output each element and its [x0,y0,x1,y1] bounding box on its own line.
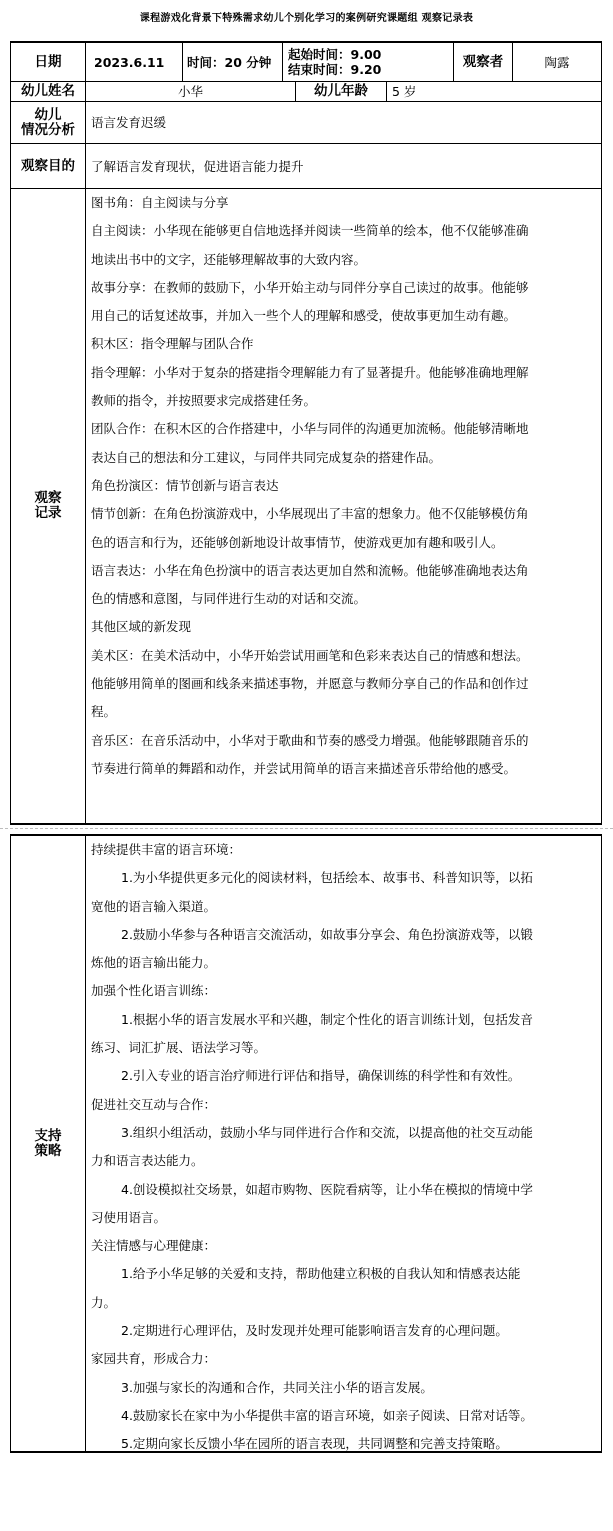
strategy-label-line: 策略 [34,1142,62,1159]
observer-label: 观察者 [462,53,504,70]
start-time: 起始时间：9.00 [288,47,382,62]
strategy-line: 持续提供丰富的语言环境： [91,842,242,857]
strategy-line: 促进社交互动与合作： [91,1096,217,1112]
strategy-label-line: 支持 [34,1127,62,1144]
strategy-line: 3.组织小组活动，鼓励小华与同伴进行合作和交流，以提高他的社交互动能 [121,1124,533,1140]
strategy-line: 习使用语言。 [91,1209,167,1225]
record-line: 用自己的话复述故事，并加入一些个人的理解和感受，使故事更加生动有趣。 [91,308,517,324]
strategy-line: 2.定期进行心理评估，及时发现并处理可能影响语言发育的心理问题。 [121,1323,508,1339]
record-line: 积木区：指令理解与团队合作 [91,336,254,352]
duration: 时间：20 分钟 [187,54,272,70]
child-age-label: 幼儿年龄 [314,83,368,99]
record-line: 程。 [91,704,117,720]
strategy-line: 力。 [91,1294,117,1310]
time-range [283,43,453,81]
strategy-line: 宽他的语言输入渠道。 [91,898,217,914]
record-label-line: 记录 [34,505,62,521]
record-line: 故事分享：在教师的鼓励下，小华开始主动与同伴分享自己读过的故事。他能够 [91,279,529,295]
situation-value: 语言发育迟缓 [91,115,167,130]
record-line: 教师的指令，并按照要求完成搭建任务。 [91,393,317,409]
record-line: 团队合作：在积木区的合作搭建中，小华与同伴的沟通更加流畅。他能够清晰地 [91,421,529,437]
record-line: 指令理解：小华对于复杂的搭建指令理解能力有了显著提升。他能够准确地理解 [91,364,529,380]
strategy-line: 1.为小华提供更多元化的阅读材料，包括绘本、故事书、科普知识等，以拓 [121,870,533,886]
strategy-line: 力和语言表达能力。 [91,1153,204,1169]
strategy-line: 炼他的语言输出能力。 [91,955,217,971]
observer-value: 陶露 [544,54,570,70]
strategy-line: 家园共育，形成合力： [91,1351,217,1367]
record-line: 自主阅读：小华现在能够更自信地选择并阅读一些简单的绘本，他不仅能够准确 [91,223,529,239]
situation-label-line: 幼儿 [34,106,62,123]
record-line: 情节创新：在角色扮演游戏中，小华展现出了丰富的想象力。他不仅能够模仿角 [91,506,529,522]
purpose-value: 了解语言发育现状，促进语言能力提升 [91,158,304,174]
table-rule [601,41,602,825]
page-break [0,828,613,829]
child-name-label: 幼儿姓名 [21,83,75,99]
strategy-line: 4.创设模拟社交场景，如超市购物、医院看病等，让小华在模拟的情境中学 [121,1181,533,1197]
strategy-line: 关注情感与心理健康： [91,1238,217,1254]
child-name-value: 小华 [177,84,203,99]
strategy-line: 2.鼓励小华参与各种语言交流活动，如故事分享会、角色扮演游戏等，以锻 [121,926,533,942]
date-label: 日期 [34,53,62,70]
record-line: 音乐区：在音乐活动中，小华对于歌曲和节奏的感受力增强。他能够跟随音乐的 [91,732,529,748]
strategy-line: 4.鼓励家长在家中为小华提供丰富的语言环境，如亲子阅读、日常对话等。 [121,1407,533,1423]
child-age-value: 5 岁 [392,84,417,99]
strategy-line: 2.引入专业的语言治疗师进行评估和指导，确保训练的科学性和有效性。 [121,1068,521,1084]
record-label [11,189,85,823]
strategy-line: 加强个性化语言训练： [91,983,217,999]
strategy-line: 5.定期向家长反馈小华在园所的语言表现，共同调整和完善支持策略。 [121,1436,508,1452]
record-line: 表达自己的想法和分工建议，与同伴共同完成复杂的搭建作品。 [91,449,442,465]
record-line: 语言表达：小华在角色扮演中的语言表达更加自然和流畅。他能够准确地表达角 [91,562,529,578]
situation-label [11,102,85,143]
page-title: 课程游戏化背景下特殊需求幼儿个别化学习的案例研究课题组 观察记录表 [139,13,474,24]
record-label-line: 观察 [34,490,62,506]
record-line: 其他区域的新发现 [91,619,192,635]
record-line: 色的语言和行为，还能够创新地设计故事情节，使游戏更加有趣和吸引人。 [91,534,504,550]
table-rule [10,823,602,825]
situation-label-line: 情况分析 [21,121,75,138]
table-rule [601,834,602,1453]
record-line: 地读出书中的文字，还能够理解故事的大致内容。 [91,251,367,267]
record-line: 角色扮演区：情节创新与语言表达 [91,477,279,493]
record-line: 节奏进行简单的舞蹈和动作，并尝试用简单的语言来描述音乐带给他的感受。 [91,760,517,776]
record-line: 图书角：自主阅读与分享 [91,195,229,210]
strategy-content [91,836,599,1459]
strategy-line: 3.加强与家长的沟通和合作，共同关注小华的语言发展。 [121,1379,433,1395]
strategy-line: 1.根据小华的语言发展水平和兴趣，制定个性化的语言训练计划，包括发音 [121,1011,533,1027]
record-line: 美术区：在美术活动中，小华开始尝试用画笔和色彩来表达自己的情感和想法。 [91,647,529,663]
table-rule [85,834,86,1453]
record-line: 他能够用简单的图画和线条来描述事物，并愿意与教师分享自己的作品和创作过 [91,676,529,692]
strategy-label [11,836,85,1451]
strategy-line: 1.给予小华足够的关爱和支持，帮助他建立积极的自我认知和情感表达能 [121,1266,521,1282]
purpose-label: 观察目的 [21,157,75,174]
record-line: 色的情感和意图，与同伴进行生动的对话和交流。 [91,591,367,607]
strategy-line: 练习、词汇扩展、语法学习等。 [91,1040,267,1056]
date-value: 2023.6.11 [94,54,165,70]
record-content [91,189,599,783]
end-time: 结束时间：9.20 [288,62,382,77]
